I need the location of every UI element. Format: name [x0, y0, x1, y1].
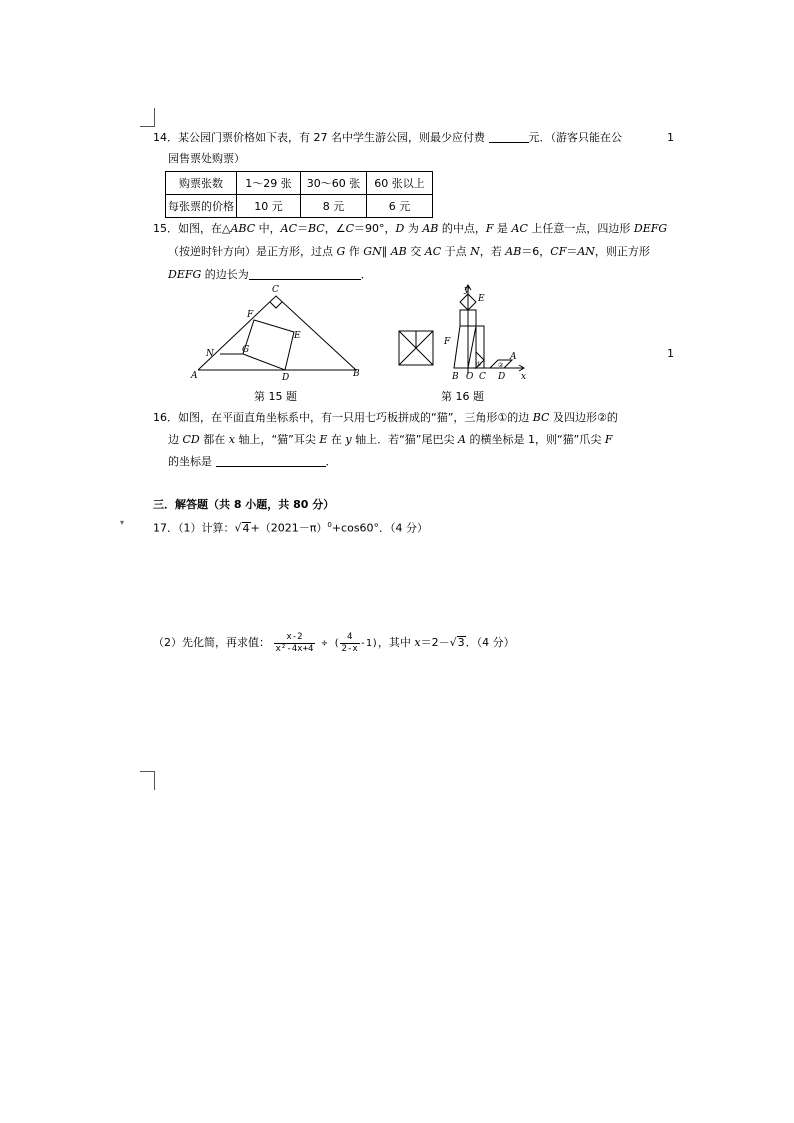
sqrt-radicand: 3 [457, 636, 465, 649]
q15-text: 作 [345, 245, 364, 258]
fraction [274, 632, 316, 655]
right-angle-mark [270, 302, 282, 308]
q16-text: 的坐标是 [168, 455, 212, 468]
crop-mark-top [140, 108, 155, 127]
fraction-denominator: 2-x [341, 643, 358, 654]
q15-text: ＝ [297, 222, 308, 235]
q14-text2: 园售票处购票） [168, 152, 245, 165]
table-cell: 1～29 张 [237, 172, 301, 195]
label-b: B [353, 369, 360, 379]
q15-var: AB [390, 245, 407, 258]
margin-number: 1 [667, 131, 674, 144]
q15-text: ＝6， [521, 245, 551, 258]
table-cell: 60 张以上 [367, 172, 433, 195]
table-row [166, 195, 433, 218]
label-a: A [191, 371, 198, 381]
label-o: O [466, 372, 474, 382]
q15-var: AN [577, 245, 595, 258]
q16-var: y [345, 433, 352, 446]
q16-text: 都在 [199, 433, 229, 446]
margin-number: 1 [667, 347, 674, 360]
q15-text: ，若 [479, 245, 506, 258]
q16-var: CD [182, 433, 200, 446]
label-d: D [282, 373, 290, 382]
q16-text: ． [325, 455, 337, 468]
q15-var: ABC [230, 222, 256, 235]
label-c: C [272, 285, 279, 295]
label-f: F [444, 337, 451, 347]
q15-text: 于点 [441, 245, 471, 258]
figure-16 [394, 282, 534, 382]
table-cell: 30～60 张 [301, 172, 367, 195]
q15-text: 中， [255, 222, 281, 235]
q15-text: 为 [404, 222, 423, 235]
label-x: x [521, 372, 527, 382]
q15-var: AC [280, 222, 297, 235]
q15-text: 如图，在△ [178, 222, 231, 235]
q15-var: AC [511, 222, 528, 235]
figure-15 [188, 282, 368, 382]
crop-mark-bottom [140, 771, 155, 790]
q16-line3 [168, 455, 337, 469]
label-e: E [294, 331, 301, 341]
q17-text: ＝2－ [420, 636, 450, 649]
q15-var: AC [424, 245, 442, 258]
q15-var: D [395, 222, 405, 235]
q17-var: x [414, 636, 421, 649]
label-e: E [478, 294, 485, 304]
q15-var: AB [422, 222, 439, 235]
label-d: D [498, 372, 506, 382]
q15-var: N [470, 245, 480, 258]
operator: ÷ ( [315, 638, 340, 649]
q15-line1 [153, 222, 667, 236]
q15-text: 是 [493, 222, 512, 235]
square-defg [243, 320, 294, 370]
q16-text: 如图，在平面直角坐标系中，有一只用七巧板拼成的“猫”，三角形①的边 [178, 411, 533, 424]
q15-var: G [336, 245, 346, 258]
q16-line1 [153, 411, 618, 425]
q15-number: 15． [153, 222, 178, 235]
label-c: C [479, 372, 486, 382]
q15-var: CF [550, 245, 567, 258]
label-n: N [206, 349, 214, 359]
q17-text: +cos60°．（4 分） [331, 521, 429, 535]
q16-text: 及四边形②的 [549, 411, 618, 424]
q15-text: ＝90°， [354, 222, 396, 235]
cat-body [454, 326, 476, 368]
caption-15: 第 15 题 [254, 390, 297, 403]
table-cell: 购票张数 [166, 172, 237, 195]
table-cell: 每张票的价格 [166, 195, 237, 218]
label-b: B [452, 372, 459, 382]
side-mark: ▾ [120, 518, 125, 527]
label-circle-1: ① [476, 361, 482, 368]
section-heading: 三．解答题（共 8 小题，共 80 分） [153, 498, 335, 511]
q16-text: 在 [327, 433, 346, 446]
q16-answer-blank[interactable] [216, 455, 326, 467]
q16-number: 16． [153, 411, 178, 424]
price-table [165, 171, 433, 218]
q15-text: ＝ [566, 245, 578, 258]
q15-text: 的边长为 [201, 268, 249, 281]
q15-text: ，则正方形 [594, 245, 650, 258]
q17-text: 17．（1）计算： [153, 521, 235, 535]
q15-var: DEFG [168, 268, 202, 281]
sqrt-symbol: √ [234, 521, 242, 535]
q16-var: F [604, 433, 613, 446]
q14-line2 [168, 152, 245, 166]
q17-text: +（2021－π） [250, 521, 328, 535]
fraction-denominator: x²-4x+4 [275, 643, 314, 654]
q15-line3 [168, 268, 372, 282]
q15-var: GN [363, 245, 382, 258]
q16-text: 的横坐标是 1，则“猫”爪尖 [465, 433, 605, 446]
q16-var: E [319, 433, 328, 446]
sqrt-symbol: √ [449, 636, 457, 649]
table-cell: 8 元 [301, 195, 367, 218]
q15-var: DEFG [633, 222, 668, 235]
q14-text: 某公园门票价格如下表，有 27 名中学生游公园，则最少应付费 [178, 131, 485, 144]
label-g: G [242, 345, 250, 355]
label-y: y [464, 285, 470, 295]
q16-text: 轴上．若“猫”尾巴尖 [351, 433, 458, 446]
operator: -1) [359, 638, 378, 649]
q17-part2 [153, 630, 515, 657]
label-a: A [510, 352, 517, 362]
q14-number: 14． [153, 131, 178, 144]
label-circle-2: ② [498, 362, 504, 369]
q15-text: 交 [406, 245, 425, 258]
label-f: F [247, 310, 254, 320]
q14-answer-blank[interactable] [489, 131, 529, 143]
q15-text: ∥ [381, 245, 391, 258]
q15-var: C [345, 222, 355, 235]
q15-var: AB [505, 245, 522, 258]
q17-text: （2）先化简，再求值： [153, 636, 270, 649]
q14-unit: 元．（游客只能在公 [528, 131, 622, 144]
q15-answer-blank[interactable] [249, 268, 361, 280]
table-cell: 10 元 [237, 195, 301, 218]
q15-var: BC [308, 222, 325, 235]
table-row [166, 172, 433, 195]
exponent: 0 [327, 521, 332, 529]
q14-line1 [153, 131, 622, 145]
caption-16: 第 16 题 [441, 390, 484, 403]
q16-var: x [228, 433, 235, 446]
q17-text: ．（4 分） [465, 636, 515, 649]
q15-text: ． [360, 268, 372, 281]
fraction-numerator: x-2 [274, 632, 316, 644]
q17-text: ，其中 [377, 636, 415, 649]
q15-line2 [168, 245, 650, 259]
q15-var: F [485, 222, 494, 235]
q16-line2 [168, 433, 612, 447]
q16-text: 边 [168, 433, 183, 446]
table-cell: 6 元 [367, 195, 433, 218]
q15-text: （按逆时针方向）是正方形，过点 [168, 245, 337, 258]
q15-text: 的中点， [438, 222, 486, 235]
q16-text: 轴上，“猫”耳尖 [234, 433, 320, 446]
q15-text: 上任意一点，四边形 [527, 222, 634, 235]
q15-text: ，∠ [324, 222, 346, 235]
sqrt-radicand: 4 [242, 521, 250, 535]
fraction-numerator: 4 [340, 632, 360, 644]
q16-var: BC [532, 411, 550, 424]
q17-part1 [153, 518, 428, 536]
q16-var: A [458, 433, 466, 446]
fraction [340, 632, 360, 655]
